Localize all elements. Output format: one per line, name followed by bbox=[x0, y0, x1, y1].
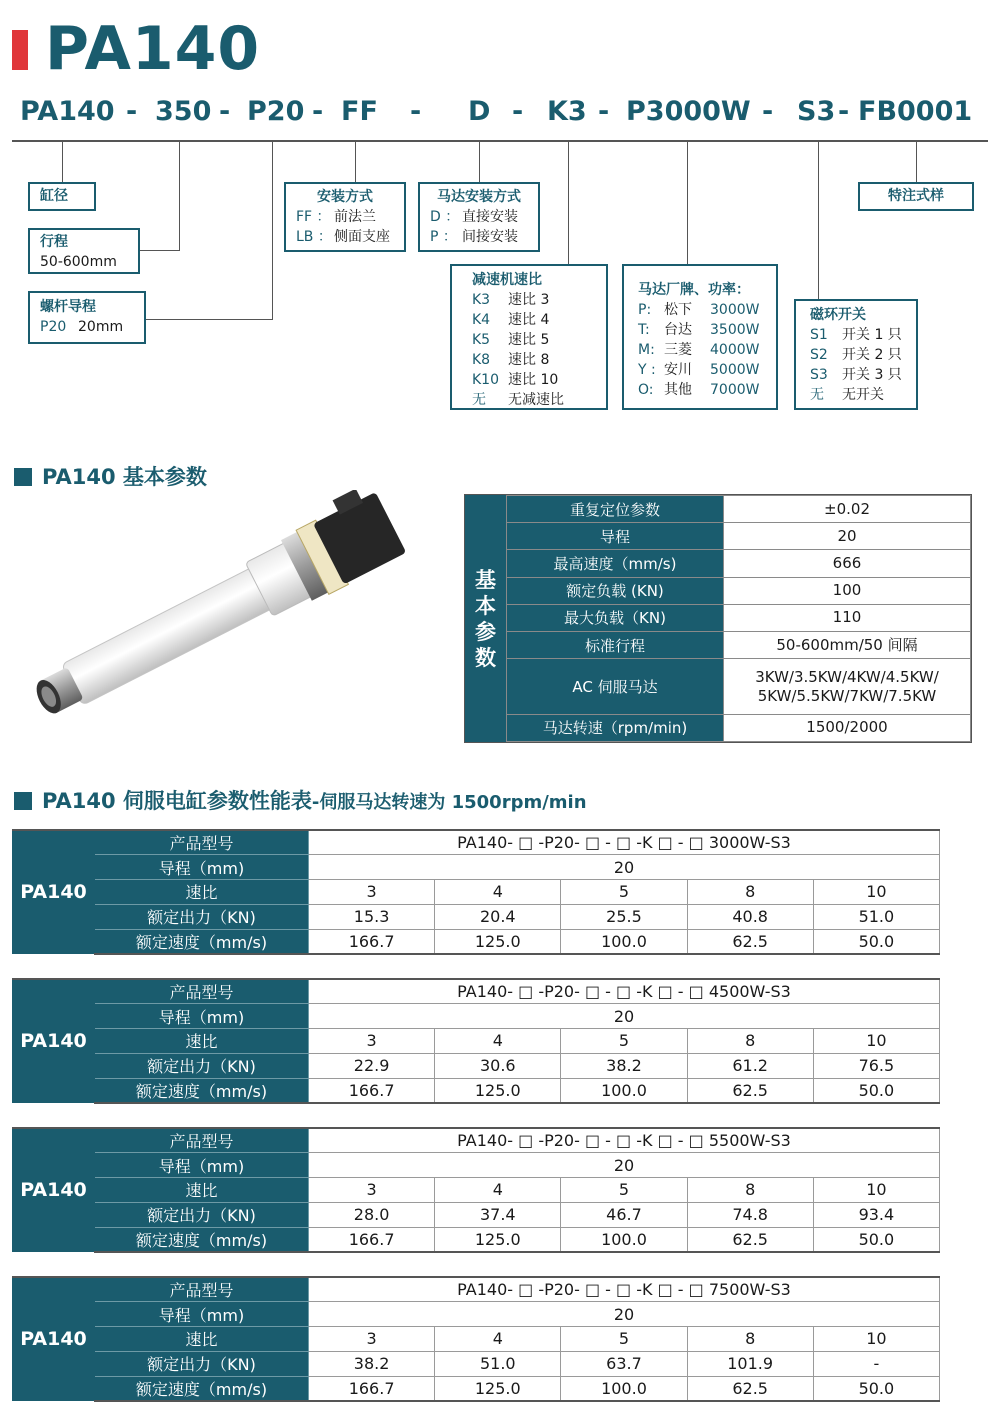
perf-cell: 51.0 bbox=[813, 904, 939, 929]
perf-product-code: PA140- □ -P20- □ - □ -K □ - □ 4500W-S3 bbox=[309, 979, 940, 1004]
perf-row-label: 导程（mm) bbox=[95, 855, 309, 880]
section-title-basic bbox=[14, 461, 207, 491]
box-key: K5 bbox=[472, 332, 491, 348]
box-value: 速比 4 bbox=[508, 312, 550, 328]
table-row bbox=[507, 577, 971, 604]
box-title: 安装方式 bbox=[317, 189, 373, 205]
option-box-special bbox=[858, 182, 974, 211]
box-key: K8 bbox=[472, 352, 491, 368]
box-key: Y : bbox=[638, 362, 656, 378]
code-separator: - bbox=[762, 96, 774, 127]
code-separator: - bbox=[312, 96, 324, 127]
perf-row-label: 速比 bbox=[95, 1327, 309, 1352]
basic-params-table bbox=[464, 494, 972, 743]
perf-cell: 8 bbox=[687, 1178, 813, 1203]
param-value: ±0.02 bbox=[724, 496, 971, 523]
code-part-mount: FF bbox=[341, 96, 378, 127]
perf-model-label: PA140 bbox=[13, 1277, 95, 1401]
perf-table bbox=[12, 829, 940, 955]
box-value: 开关 2 只 bbox=[842, 347, 902, 363]
table-row bbox=[13, 1302, 940, 1327]
perf-row-label: 导程（mm) bbox=[95, 1153, 309, 1178]
table-row bbox=[507, 550, 971, 577]
perf-cell: 25.5 bbox=[561, 904, 687, 929]
option-box-mount bbox=[284, 182, 406, 252]
perf-cell: 166.7 bbox=[309, 929, 435, 954]
perf-lead-value: 20 bbox=[309, 855, 940, 880]
table-row bbox=[507, 659, 971, 714]
page-title: PA140 bbox=[45, 14, 261, 84]
section-title-text: PA140 基本参数 bbox=[42, 465, 207, 489]
perf-row-label: 速比 bbox=[95, 1029, 309, 1054]
perf-model-label: PA140 bbox=[13, 1128, 95, 1252]
perf-row-label: 额定速度（mm/s) bbox=[95, 1376, 309, 1401]
connector-line bbox=[145, 319, 273, 320]
box-title: 行程 bbox=[40, 234, 68, 250]
perf-cell: 51.0 bbox=[435, 1351, 561, 1376]
title-accent-bar bbox=[12, 30, 28, 70]
box-value: 侧面支座 bbox=[334, 229, 390, 245]
table-row bbox=[13, 1202, 940, 1227]
box-title: 特注式样 bbox=[888, 188, 944, 204]
box-key: P20 bbox=[40, 319, 67, 335]
basic-params-side-label bbox=[465, 495, 506, 742]
perf-row-label: 产品型号 bbox=[95, 1277, 309, 1302]
table-row bbox=[13, 1277, 940, 1302]
perf-cell: 125.0 bbox=[435, 1376, 561, 1401]
connector-line bbox=[687, 142, 688, 264]
section-subtitle: -伺服马达转速为 1500rpm/min bbox=[311, 792, 587, 813]
table-row bbox=[13, 1128, 940, 1153]
perf-cell: 4 bbox=[435, 1178, 561, 1203]
perf-cell: 50.0 bbox=[813, 929, 939, 954]
side-char: 参 bbox=[475, 619, 496, 644]
perf-cell: 10 bbox=[813, 1178, 939, 1203]
perf-row-label: 额定速度（mm/s) bbox=[95, 1227, 309, 1252]
perf-cell: 100.0 bbox=[561, 1227, 687, 1252]
table-row bbox=[13, 1351, 940, 1376]
perf-cell: 38.2 bbox=[309, 1351, 435, 1376]
perf-cell: 63.7 bbox=[561, 1351, 687, 1376]
perf-model-label: PA140 bbox=[13, 979, 95, 1103]
perf-cell: 74.8 bbox=[687, 1202, 813, 1227]
perf-cell: 10 bbox=[813, 880, 939, 905]
table-row bbox=[13, 1004, 940, 1029]
box-key: 无 bbox=[472, 392, 486, 408]
perf-cell: 5 bbox=[561, 880, 687, 905]
param-value: 20 bbox=[724, 523, 971, 550]
code-separator: - bbox=[219, 96, 231, 127]
perf-cell: 166.7 bbox=[309, 1227, 435, 1252]
perf-row-label: 速比 bbox=[95, 880, 309, 905]
box-value: 三菱 bbox=[664, 342, 692, 358]
side-char: 基 bbox=[475, 567, 496, 592]
perf-cell: 61.2 bbox=[687, 1053, 813, 1078]
perf-cell: 62.5 bbox=[687, 1376, 813, 1401]
perf-cell: 8 bbox=[687, 1327, 813, 1352]
param-label: 最高速度（mm/s) bbox=[507, 550, 724, 577]
box-power: 3500W bbox=[710, 322, 760, 338]
perf-row-label: 额定出力（KN) bbox=[95, 1202, 309, 1227]
param-value-line: 5KW/5.5KW/7KW/7.5KW bbox=[757, 686, 937, 705]
perf-row-label: 额定出力（KN) bbox=[95, 904, 309, 929]
table-row bbox=[13, 1376, 940, 1401]
box-key: D ： bbox=[430, 209, 460, 225]
option-box-stroke bbox=[28, 228, 140, 274]
perf-cell: 4 bbox=[435, 1327, 561, 1352]
perf-cell: 4 bbox=[435, 1029, 561, 1054]
table-row bbox=[13, 979, 940, 1004]
box-key: LB ： bbox=[296, 229, 332, 245]
perf-cell: 46.7 bbox=[561, 1202, 687, 1227]
perf-cell: 101.9 bbox=[687, 1351, 813, 1376]
table-row bbox=[13, 1029, 940, 1054]
param-value: 110 bbox=[724, 604, 971, 631]
perf-cell: 93.4 bbox=[813, 1202, 939, 1227]
param-label: 额定负载 (KN) bbox=[507, 577, 724, 604]
perf-table bbox=[12, 978, 940, 1104]
perf-row-label: 产品型号 bbox=[95, 979, 309, 1004]
perf-row-label: 产品型号 bbox=[95, 1128, 309, 1153]
box-title: 缸径 bbox=[40, 188, 68, 204]
perf-cell: 62.5 bbox=[687, 1078, 813, 1103]
param-label: 重复定位参数 bbox=[507, 496, 724, 523]
perf-table bbox=[12, 1276, 940, 1402]
box-value: 直接安装 bbox=[462, 209, 518, 225]
table-row bbox=[507, 496, 971, 523]
box-value: 20mm bbox=[78, 319, 124, 335]
perf-cell: 37.4 bbox=[435, 1202, 561, 1227]
section-title-performance bbox=[14, 785, 587, 815]
perf-cell: 100.0 bbox=[561, 1078, 687, 1103]
connector-line bbox=[179, 142, 180, 251]
perf-product-code: PA140- □ -P20- □ - □ -K □ - □ 3000W-S3 bbox=[309, 830, 940, 855]
option-box-motor-mount bbox=[418, 182, 540, 252]
code-separator: - bbox=[126, 96, 138, 127]
box-value: 开关 3 只 bbox=[842, 367, 902, 383]
connector-line bbox=[479, 142, 480, 182]
perf-row-label: 导程（mm) bbox=[95, 1302, 309, 1327]
perf-lead-value: 20 bbox=[309, 1004, 940, 1029]
box-key: FF ： bbox=[296, 209, 331, 225]
perf-row-label: 导程（mm) bbox=[95, 1004, 309, 1029]
option-box-motor bbox=[622, 264, 778, 410]
table-row bbox=[507, 604, 971, 631]
table-row bbox=[13, 1327, 940, 1352]
box-value: 台达 bbox=[664, 322, 692, 338]
option-box-switch bbox=[794, 299, 918, 410]
box-value: 速比 10 bbox=[508, 372, 559, 388]
box-key: K3 bbox=[472, 292, 491, 308]
perf-cell: 166.7 bbox=[309, 1078, 435, 1103]
section-marker bbox=[14, 792, 32, 810]
table-row bbox=[13, 830, 940, 855]
box-key: O: bbox=[638, 382, 654, 398]
perf-cell: 3 bbox=[309, 880, 435, 905]
perf-cell: 8 bbox=[687, 1029, 813, 1054]
perf-row-label: 速比 bbox=[95, 1178, 309, 1203]
perf-cell: - bbox=[813, 1351, 939, 1376]
perf-cell: 62.5 bbox=[687, 929, 813, 954]
perf-row-label: 额定出力（KN) bbox=[95, 1351, 309, 1376]
code-separator: - bbox=[512, 96, 524, 127]
perf-row-label: 额定出力（KN) bbox=[95, 1053, 309, 1078]
box-key: S3 bbox=[810, 367, 828, 383]
perf-table bbox=[12, 1127, 940, 1253]
box-key: M: bbox=[638, 342, 655, 358]
code-part-special: FB0001 bbox=[858, 96, 973, 127]
box-power: 5000W bbox=[710, 362, 760, 378]
connector-line bbox=[62, 142, 63, 182]
actuator-product-image bbox=[22, 490, 422, 720]
connector-line bbox=[272, 142, 273, 320]
box-value: 速比 8 bbox=[508, 352, 550, 368]
param-value-line: 3KW/3.5KW/4KW/4.5KW/ bbox=[755, 667, 939, 686]
param-value: 50-600mm/50 间隔 bbox=[724, 632, 971, 659]
perf-cell: 125.0 bbox=[435, 1078, 561, 1103]
section-title-text: PA140 伺服电缸参数性能表 bbox=[42, 789, 312, 813]
box-key: P ： bbox=[430, 229, 457, 245]
table-row bbox=[13, 855, 940, 880]
param-value: 100 bbox=[724, 577, 971, 604]
perf-cell: 5 bbox=[561, 1327, 687, 1352]
box-value: 速比 3 bbox=[508, 292, 550, 308]
perf-cell: 22.9 bbox=[309, 1053, 435, 1078]
box-title: 马达安装方式 bbox=[437, 189, 521, 205]
perf-product-code: PA140- □ -P20- □ - □ -K □ - □ 7500W-S3 bbox=[309, 1277, 940, 1302]
box-key: K4 bbox=[472, 312, 491, 328]
table-row bbox=[507, 714, 971, 741]
box-value: 前法兰 bbox=[334, 209, 376, 225]
perf-cell: 20.4 bbox=[435, 904, 561, 929]
box-value: 50-600mm bbox=[40, 254, 117, 270]
box-power: 3000W bbox=[710, 302, 760, 318]
param-value: 1500/2000 bbox=[724, 714, 971, 741]
perf-cell: 3 bbox=[309, 1178, 435, 1203]
param-value bbox=[724, 659, 971, 714]
perf-cell: 76.5 bbox=[813, 1053, 939, 1078]
table-row bbox=[13, 904, 940, 929]
box-key: S2 bbox=[810, 347, 828, 363]
code-part-stroke: 350 bbox=[155, 96, 212, 127]
perf-cell: 40.8 bbox=[687, 904, 813, 929]
box-value: 无开关 bbox=[842, 387, 884, 403]
code-part-reducer: K3 bbox=[547, 96, 587, 127]
box-power: 4000W bbox=[710, 342, 760, 358]
box-key: S1 bbox=[810, 327, 828, 343]
perf-cell: 50.0 bbox=[813, 1227, 939, 1252]
connector-line bbox=[818, 142, 819, 299]
param-label: 最大负载（KN) bbox=[507, 604, 724, 631]
connector-line bbox=[916, 142, 917, 182]
perf-product-code: PA140- □ -P20- □ - □ -K □ - □ 5500W-S3 bbox=[309, 1128, 940, 1153]
code-divider bbox=[12, 140, 988, 142]
code-separator: - bbox=[598, 96, 610, 127]
code-separator: - bbox=[838, 96, 850, 127]
box-title: 磁环开关 bbox=[810, 307, 866, 323]
box-key: P: bbox=[638, 302, 652, 318]
perf-cell: 10 bbox=[813, 1327, 939, 1352]
table-row bbox=[507, 523, 971, 550]
box-title: 螺杆导程 bbox=[40, 299, 96, 315]
code-separator: - bbox=[410, 96, 422, 127]
table-row bbox=[13, 1078, 940, 1103]
code-part-motor-mount: D bbox=[468, 96, 491, 127]
box-title: 减速机速比 bbox=[472, 272, 542, 288]
box-power: 7000W bbox=[710, 382, 760, 398]
box-title: 马达厂牌、功率： bbox=[638, 282, 750, 298]
perf-cell: 5 bbox=[561, 1029, 687, 1054]
box-value: 松下 bbox=[664, 302, 692, 318]
table-row bbox=[13, 929, 940, 954]
box-value: 无减速比 bbox=[508, 392, 564, 408]
table-row bbox=[13, 1153, 940, 1178]
perf-cell: 100.0 bbox=[561, 929, 687, 954]
perf-cell: 100.0 bbox=[561, 1376, 687, 1401]
side-char: 本 bbox=[475, 593, 496, 618]
perf-cell: 28.0 bbox=[309, 1202, 435, 1227]
table-row bbox=[13, 1178, 940, 1203]
code-part-lead: P20 bbox=[247, 96, 305, 127]
param-value: 666 bbox=[724, 550, 971, 577]
table-row bbox=[13, 1227, 940, 1252]
connector-line bbox=[568, 142, 569, 264]
perf-cell: 4 bbox=[435, 880, 561, 905]
perf-cell: 8 bbox=[687, 880, 813, 905]
perf-cell: 50.0 bbox=[813, 1078, 939, 1103]
box-value: 速比 5 bbox=[508, 332, 550, 348]
table-row bbox=[13, 880, 940, 905]
param-label: 标准行程 bbox=[507, 632, 724, 659]
option-box-bore bbox=[28, 182, 96, 211]
option-box-reducer bbox=[450, 264, 608, 410]
perf-cell: 125.0 bbox=[435, 1227, 561, 1252]
perf-model-label: PA140 bbox=[13, 830, 95, 954]
code-part-switch: S3 bbox=[797, 96, 836, 127]
box-value: 其他 bbox=[664, 382, 692, 398]
perf-cell: 62.5 bbox=[687, 1227, 813, 1252]
box-value: 间接安装 bbox=[462, 229, 518, 245]
perf-cell: 15.3 bbox=[309, 904, 435, 929]
basic-params-grid bbox=[506, 495, 971, 742]
table-row bbox=[13, 1053, 940, 1078]
perf-row-label: 额定速度（mm/s) bbox=[95, 929, 309, 954]
perf-lead-value: 20 bbox=[309, 1153, 940, 1178]
section-marker bbox=[14, 468, 32, 486]
param-label: 马达转速（rpm/min) bbox=[507, 714, 724, 741]
connector-line bbox=[355, 142, 356, 182]
box-key: 无 bbox=[810, 387, 824, 403]
perf-cell: 3 bbox=[309, 1327, 435, 1352]
table-row bbox=[507, 632, 971, 659]
box-key: K10 bbox=[472, 372, 499, 388]
perf-cell: 50.0 bbox=[813, 1376, 939, 1401]
box-key: T: bbox=[638, 322, 650, 338]
perf-row-label: 产品型号 bbox=[95, 830, 309, 855]
side-char: 数 bbox=[475, 645, 496, 670]
perf-cell: 10 bbox=[813, 1029, 939, 1054]
perf-cell: 38.2 bbox=[561, 1053, 687, 1078]
connector-line bbox=[139, 250, 180, 251]
perf-lead-value: 20 bbox=[309, 1302, 940, 1327]
perf-cell: 166.7 bbox=[309, 1376, 435, 1401]
param-label: AC 伺服马达 bbox=[507, 659, 724, 714]
param-label: 导程 bbox=[507, 523, 724, 550]
option-box-lead bbox=[28, 291, 146, 344]
perf-cell: 30.6 bbox=[435, 1053, 561, 1078]
perf-cell: 5 bbox=[561, 1178, 687, 1203]
box-value: 安川 bbox=[664, 362, 692, 378]
perf-row-label: 额定速度（mm/s) bbox=[95, 1078, 309, 1103]
perf-cell: 125.0 bbox=[435, 929, 561, 954]
box-value: 开关 1 只 bbox=[842, 327, 902, 343]
perf-cell: 3 bbox=[309, 1029, 435, 1054]
code-part-motor: P3000W bbox=[626, 96, 751, 127]
code-part-model: PA140 bbox=[20, 96, 115, 127]
